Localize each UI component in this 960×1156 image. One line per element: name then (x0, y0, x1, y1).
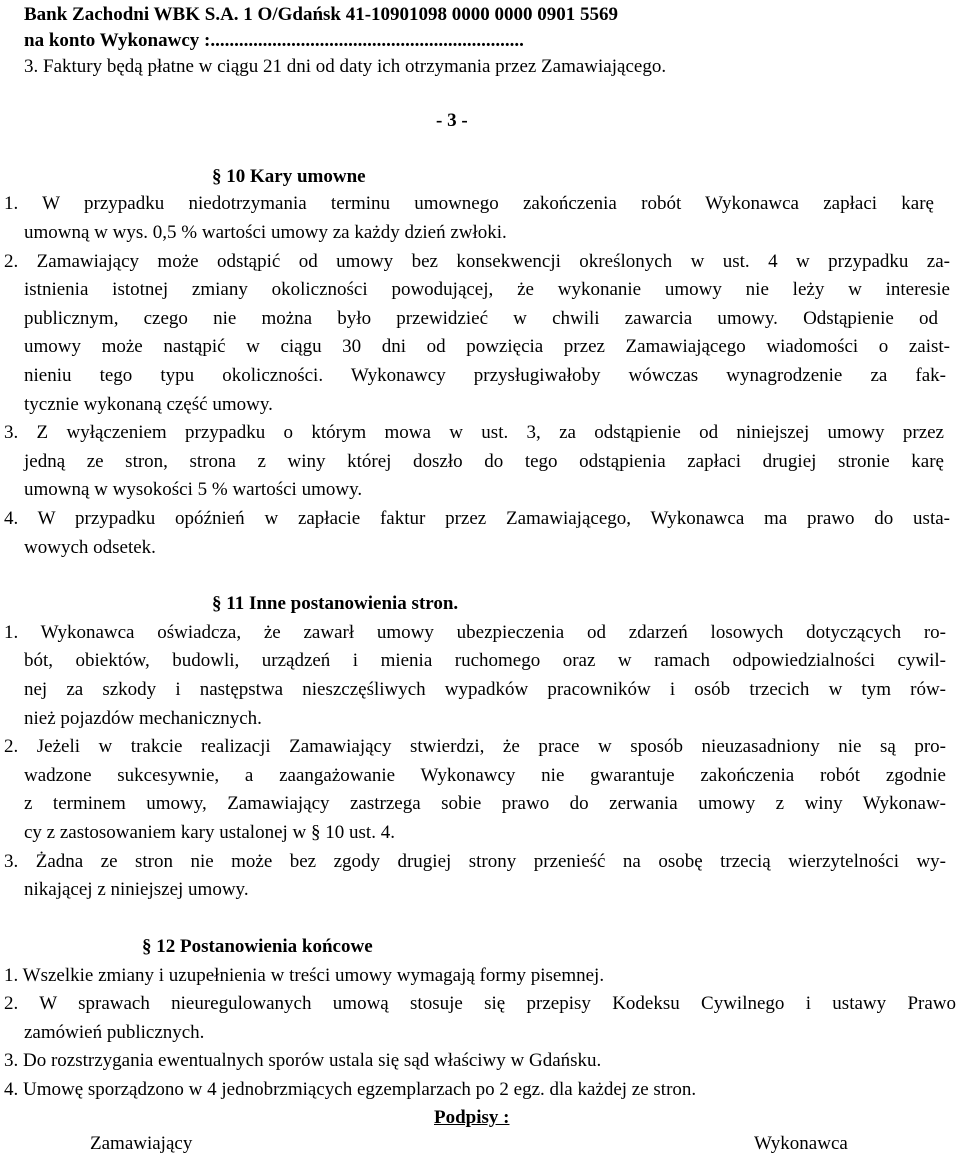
section-12-line: 3. Do rozstrzygania ewentualnych sporów ustala się sąd właściwy w Gdańsku. (4, 1050, 602, 1071)
section-11-line: wadzone sukcesywnie, a zaangażowanie Wykonawcy nie gwarantuje zakończenia robót zgodnie (24, 765, 946, 786)
section-11-line: 3. Żadna ze stron nie może bez zgody drugiej strony przenieść na osobę trzecią wierzytelności wy- (4, 851, 946, 872)
section-12-line: 1. Wszelkie zmiany i uzupełnienia w treści umowy wymagają formy pisemnej. (4, 965, 605, 986)
section-10-line: umowną w wysokości 5 % wartości umowy. (24, 479, 363, 500)
section-11-line: 2. Jeżeli w trakcie realizacji Zamawiający stwierdzi, że prace w sposób nieuzasadniony nie są pro- (4, 736, 946, 757)
section-10-line: publicznym, czego nie można było przewidzieć w chwili zawarcia umowy. Odstąpienie od (24, 308, 938, 329)
section-11-line: nież pojazdów mechanicznych. (24, 708, 262, 729)
signature-contractor: Wykonawca (754, 1133, 848, 1154)
bank-account-line: Bank Zachodni WBK S.A. 1 O/Gdańsk 41-10901098 0000 0000 0901 5569 (24, 4, 619, 25)
section-12-line: zamówień publicznych. (24, 1022, 205, 1043)
section-11-line: z terminem umowy, Zamawiający zastrzega sobie prawo do zerwania umowy z winy Wykonaw- (24, 793, 946, 814)
section-10-heading: § 10 Kary umowne (212, 166, 366, 187)
section-10-line: jedną ze stron, strona z winy której doszło do tego odstąpienia zapłaci drugiej stronie karę (24, 451, 944, 472)
signatures-title: Podpisy : (434, 1107, 510, 1128)
section-10-line: istnienia istotnej zmiany okoliczności powodującej, że wykonanie umowy nie leży w interesie (24, 279, 950, 300)
section-11-line: 1. Wykonawca oświadcza, że zawarł umowy ubezpieczenia od zdarzeń losowych dotyczących ro- (4, 622, 946, 643)
section-10-line: 3. Z wyłączeniem przypadku o którym mowa w ust. 3, za odstąpienie od niniejszej umowy przez (4, 422, 944, 443)
section-10-line: umowy może nastąpić w ciągu 30 dni od powzięcia przez Zamawiającego wiadomości o zaist- (24, 336, 950, 357)
section-10-line: 4. W przypadku opóźnień w zapłacie faktur przez Zamawiającego, Wykonawca ma prawo do usta- (4, 508, 950, 529)
section-10-line: nieniu tego typu okoliczności. Wykonawcy przysługiwałoby wówczas wynagrodzenie za fak- (24, 365, 946, 386)
section-10-line: umowną w wys. 0,5 % wartości umowy za każdy dzień zwłoki. (24, 222, 507, 243)
invoice-payment-item: 3. Faktury będą płatne w ciągu 21 dni od daty ich otrzymania przez Zamawiającego. (24, 56, 667, 77)
section-12-heading: § 12 Postanowienia końcowe (142, 936, 373, 957)
section-11-line: nikającej z niniejszej umowy. (24, 879, 249, 900)
section-12-line: 4. Umowę sporządzono w 4 jednobrzmiących egzemplarzach po 2 egz. dla każdej ze stron. (4, 1079, 697, 1100)
section-10-line: 2. Zamawiający może odstąpić od umowy bez konsekwencji określonych w ust. 4 w przypadku za- (4, 251, 950, 272)
section-11-line: nej za szkody i następstwa nieszczęśliwych wypadków pracowników i osób trzecich w tym rów- (24, 679, 946, 700)
section-11-line: bót, obiektów, budowli, urządzeń i mienia ruchomego oraz w ramach odpowiedzialności cywil- (24, 650, 946, 671)
section-12-line: 2. W sprawach nieuregulowanych umową stosuje się przepisy Kodeksu Cywilnego i ustawy Prawo (4, 993, 956, 1014)
signature-client: Zamawiający (90, 1133, 193, 1154)
section-10-line: tycznie wykonaną część umowy. (24, 394, 273, 415)
section-10-line: 1. W przypadku niedotrzymania terminu umownego zakończenia robót Wykonawca zapłaci karę (4, 193, 934, 214)
section-11-heading: § 11 Inne postanowienia stron. (212, 593, 459, 614)
contractor-account-line: na konto Wykonawcy :.................................................................. (24, 30, 524, 51)
page-number: - 3 - (436, 110, 468, 131)
section-11-line: cy z zastosowaniem kary ustalonej w § 10 ust. 4. (24, 822, 395, 843)
section-10-line: wowych odsetek. (24, 537, 156, 558)
